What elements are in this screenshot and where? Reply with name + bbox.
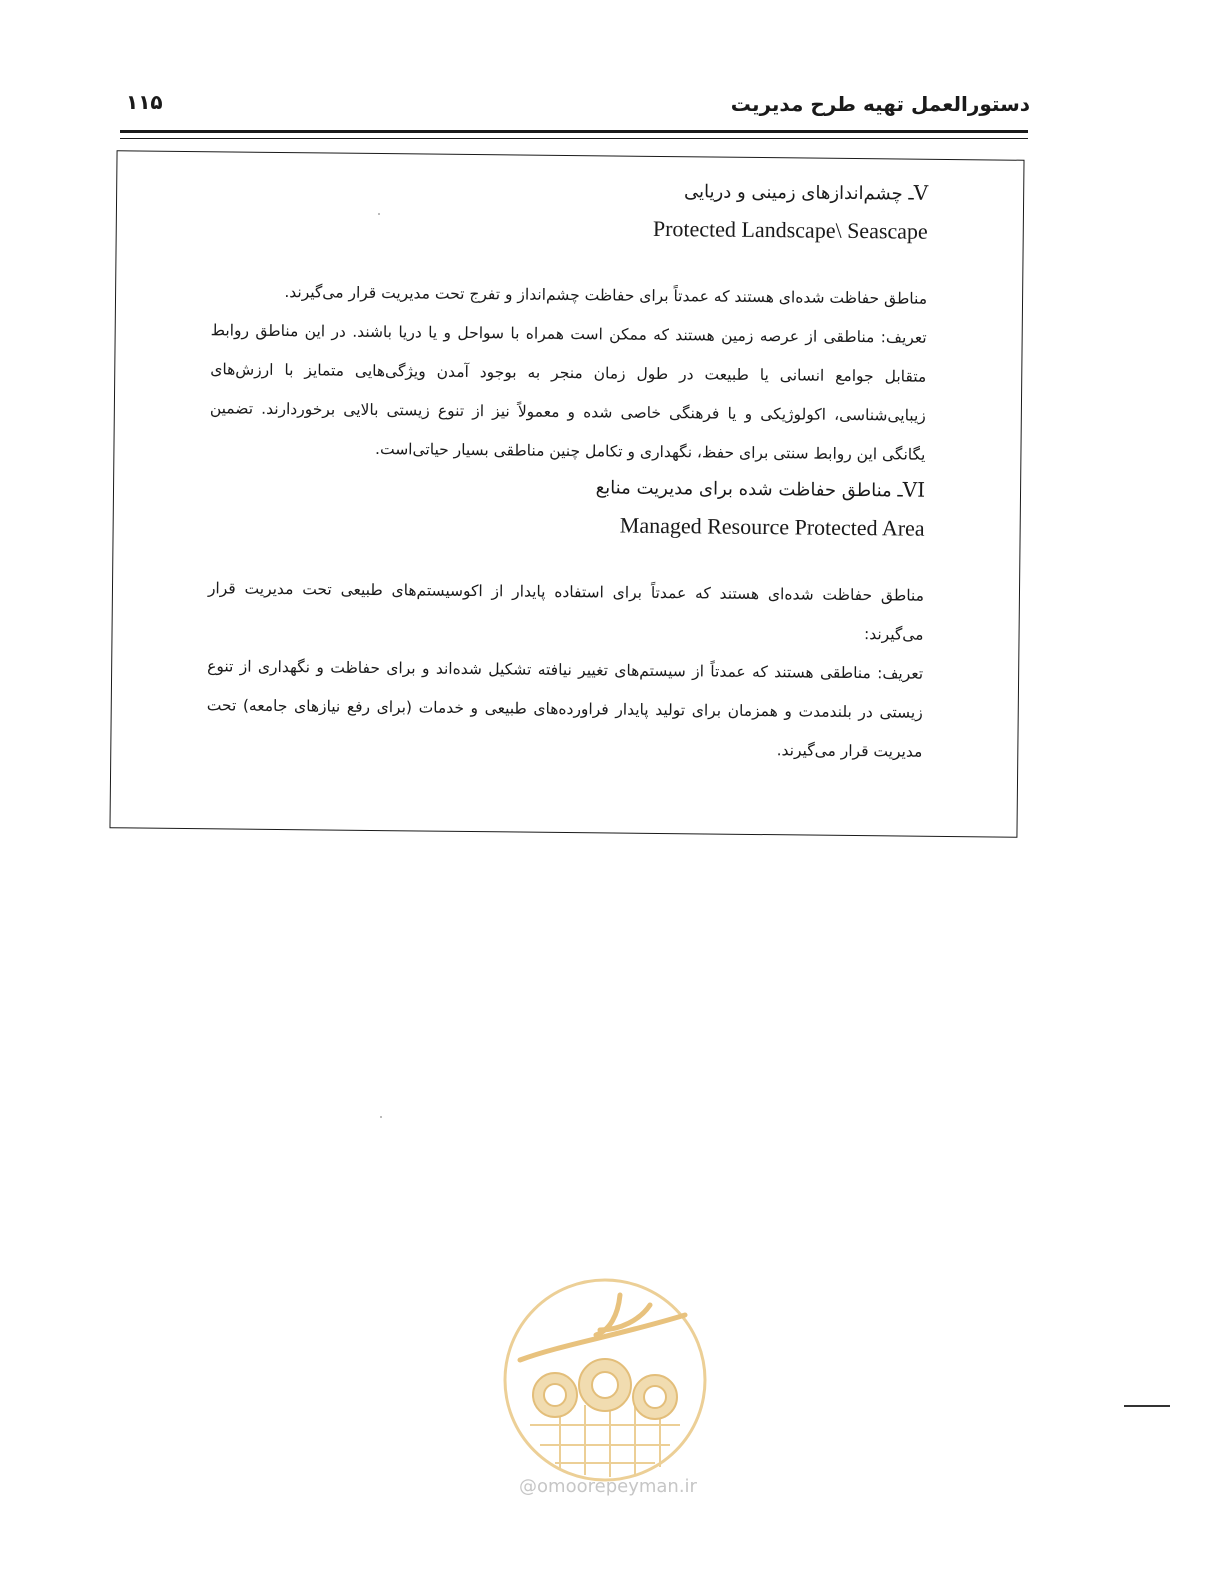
running-title: دستورالعمل تهیه طرح مدیریت bbox=[730, 92, 1030, 116]
section-vi-numeral: VI bbox=[902, 477, 926, 502]
section-vi-heading bbox=[209, 469, 925, 504]
scan-speck bbox=[380, 1116, 382, 1118]
section-vi-english-title: Managed Resource Protected Area bbox=[619, 512, 925, 541]
edge-dash bbox=[1124, 1405, 1170, 1407]
watermark-url: @omoorepeyman.ir bbox=[519, 1476, 697, 1497]
watermark-logo-icon bbox=[500, 1275, 710, 1485]
box-content bbox=[206, 172, 928, 771]
header-rule bbox=[120, 130, 1028, 139]
section-v-numeral: V bbox=[913, 180, 929, 205]
section-v-english-title: Protected Landscape\ Seascape bbox=[652, 215, 928, 244]
section-v-summary: مناطق حفاظت شده‌ای هستند که عمدتاً برای حفاظت چشم‌انداز و تفرج تحت مدیریت قرار می‌گیرند. bbox=[284, 283, 928, 308]
scan-speck bbox=[378, 213, 380, 215]
section-vi-summary: مناطق حفاظت شده‌ای هستند که عمدتاً برای استفاده پایدار از اکوسیستم‌های طبیعی تحت مدیریت قرار می‌گیرند: bbox=[207, 579, 925, 644]
section-v-heading-text: ـ چشم‌اندازهای زمینی و دریایی bbox=[683, 181, 914, 205]
content-box bbox=[109, 150, 1024, 837]
section-vi-definition: تعریف: مناطقی هستند که عمدتاً از سیستم‌های تغییر نیافته تشکیل شده‌اند و برای حفاظت و نگهداری از تنوع زیستی در بلندمدت و همزمان برای تولید پایدار فراورده‌های طبیعی و خدمات (برای رفع نیازهای جامعه) تحت مدیریت قرار می‌گیرند. bbox=[206, 657, 924, 761]
section-vi-heading-text: ـ مناطق حفاظت شده برای مدیریت منابع bbox=[595, 477, 903, 502]
section-v-heading bbox=[212, 172, 928, 207]
section-v-definition: تعریف: مناطقی از عرصه زمین هستند که ممکن است همراه با سواحل و یا دریا باشند. در این مناطق روابط متقابل جوامع انسانی یا طبیعت در طول زمان منجر به بوجود آمدن ویژگی‌هایی متمایز با ارزش‌های زیبایی‌شناسی، اکولوژیکی و یا فرهنگی خاصی شده و معمولاً نیز از تنوع زیستی بالایی برخوردارند. تضمین یگانگی این روابط سنتی برای حفظ، نگهداری و تکامل چنین مناطقی بسیار حیاتی‌است. bbox=[209, 321, 927, 464]
page-header bbox=[120, 84, 1030, 144]
page-number: ۱۱۵ bbox=[126, 90, 163, 114]
